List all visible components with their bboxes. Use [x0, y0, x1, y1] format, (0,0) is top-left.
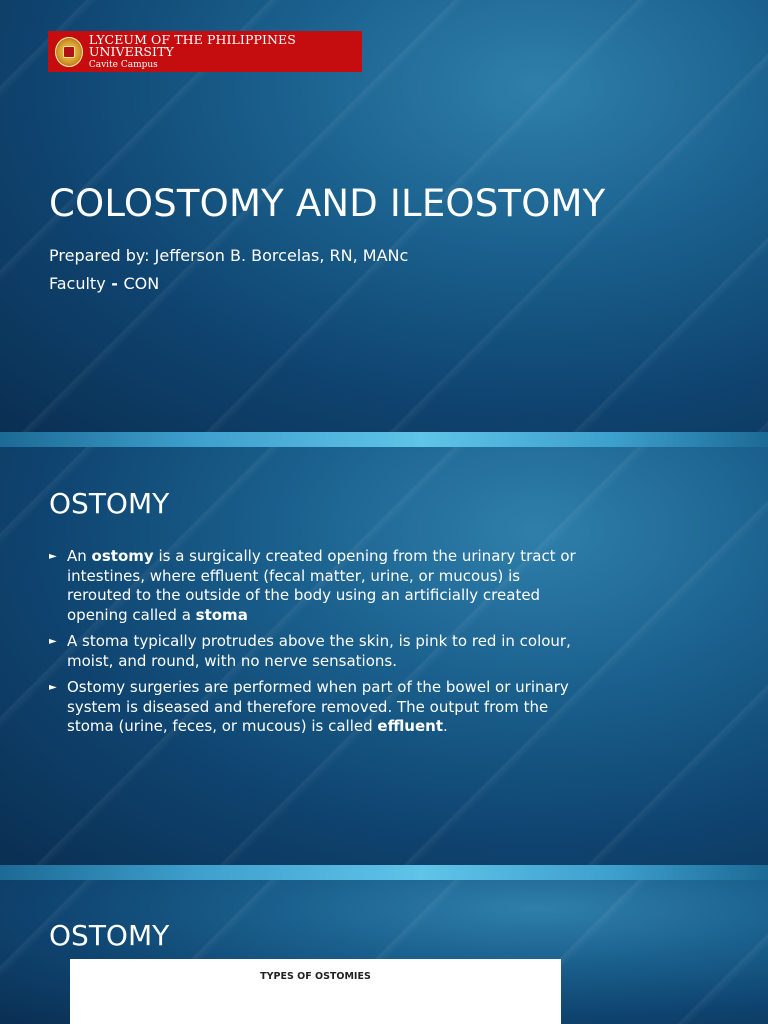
logo-campus-name: Cavite Campus [88, 59, 158, 70]
bullet-item [49, 547, 579, 625]
bullet-text: An [67, 547, 92, 565]
slide-divider [0, 865, 768, 880]
bullet-arrow-icon: ► [49, 636, 57, 647]
ostomy-definition-slide [0, 447, 768, 865]
bullet-bold-term: stoma [195, 605, 248, 624]
logo-university-name: LYCEUM OF THE PHILIPPINES UNIVERSITY [88, 31, 296, 59]
bullet-arrow-icon: ► [49, 551, 57, 562]
bullet-text: A stoma typically protrudes above the skin, is pink to red in colour, moist, and round, with no nerve sensations. [67, 632, 571, 670]
title-slide [0, 0, 768, 432]
types-of-ostomies-figure [70, 959, 561, 1024]
bullet-text: . [443, 717, 448, 735]
faculty-label: Faculty [49, 274, 106, 293]
faculty-line [49, 274, 159, 293]
bullet-arrow-icon: ► [49, 682, 57, 693]
bullet-text: is a surgically created opening from the urinary tract or intestines, where effluent (fecal matter, urine, or mucous) is rerouted to the outside of the body using an artificially created opening called a [67, 547, 576, 624]
slide-heading: OSTOMY [49, 919, 170, 952]
bullet-bold-term: effluent [377, 717, 444, 735]
university-seal-icon [55, 37, 83, 67]
ostomy-types-slide [0, 880, 768, 1024]
university-logo [48, 31, 362, 72]
presentation-title: COLOSTOMY AND ILEOSTOMY [49, 182, 606, 225]
figure-title: TYPES OF OSTOMIES [260, 971, 371, 982]
slide-divider [0, 432, 768, 447]
bullet-text: Ostomy surgeries are performed when part of the bowel or urinary system is diseased and therefore removed. The output from the stoma (urine, feces, or mucous) is called [67, 678, 569, 735]
faculty-value: CON [123, 274, 160, 293]
bullet-list [49, 547, 579, 744]
bullet-bold-term: ostomy [91, 547, 154, 565]
bullet-item [49, 678, 579, 737]
prepared-by: Prepared by: Jefferson B. Borcelas, RN, MANc [49, 246, 409, 265]
slide-heading: OSTOMY [49, 487, 170, 520]
bullet-item [49, 632, 579, 671]
faculty-separator: - [105, 274, 124, 293]
